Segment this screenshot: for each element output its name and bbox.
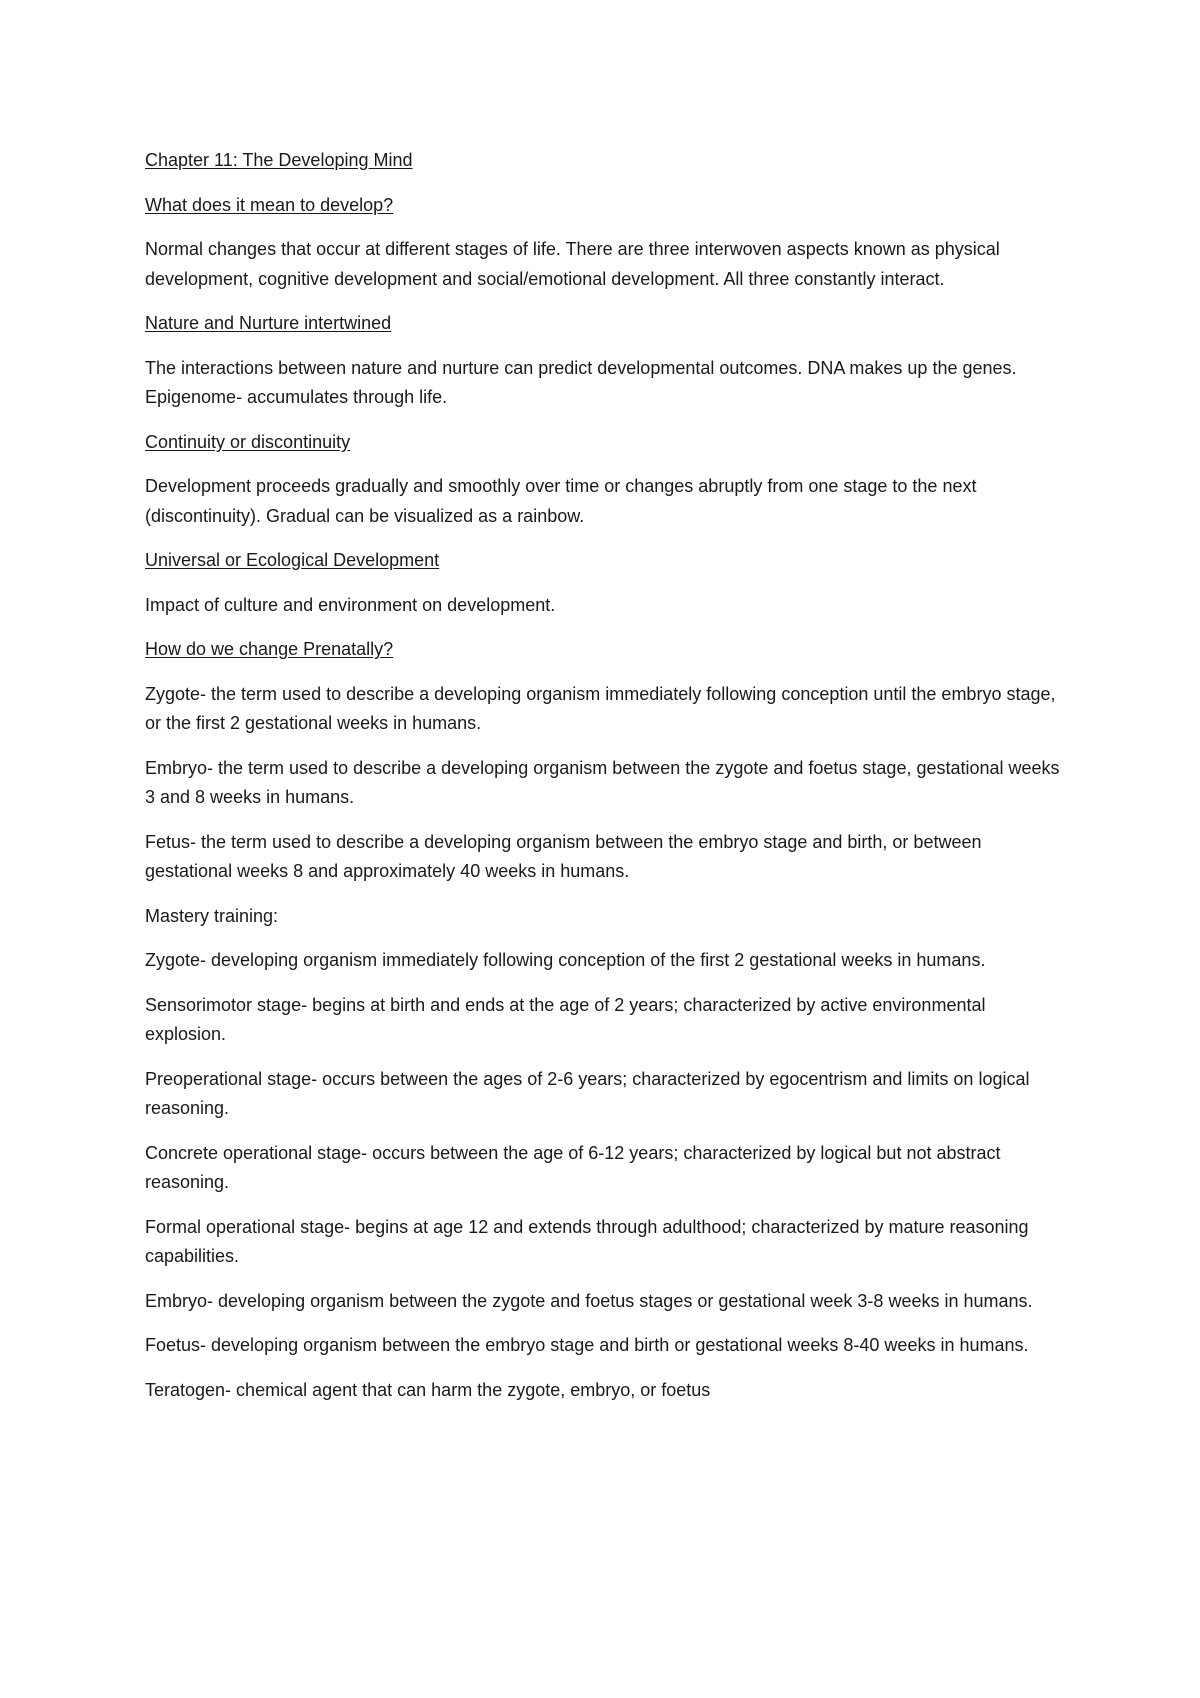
paragraph: Fetus- the term used to describe a developing organism between the embryo stage and birth, or between gestational weeks 8 and approximately 40 weeks in humans.: [145, 831, 982, 881]
paragraph: Normal changes that occur at different stages of life. There are three interwoven aspects known as physical development, cognitive development and social/emotional development. All three constantly interact.: [145, 239, 1000, 289]
paragraph: Zygote- the term used to describe a developing organism immediately following conception until the embryo stage, or the first 2 gestational weeks in humans.: [145, 683, 1056, 733]
paragraph: Formal operational stage- begins at age 12 and extends through adulthood; characterized by mature reasoning capabilities.: [145, 1216, 1029, 1266]
paragraph: Teratogen- chemical agent that can harm the zygote, embryo, or foetus: [145, 1379, 711, 1400]
paragraph: Mastery training:: [145, 905, 279, 926]
section-heading: Universal or Ecological Development: [145, 550, 440, 570]
paragraph: Preoperational stage- occurs between the ages of 2-6 years; characterized by egocentrism and limits on logical reasoning.: [145, 1068, 1030, 1118]
document-title: Chapter 11: The Developing Mind: [145, 150, 413, 170]
paragraph: Foetus- developing organism between the embryo stage and birth or gestational weeks 8-40 weeks in humans.: [145, 1335, 1029, 1355]
section-heading: Continuity or discontinuity: [145, 431, 351, 452]
paragraph: Zygote- developing organism immediately following conception of the first 2 gestational weeks in humans.: [145, 950, 986, 970]
section-heading: What does it mean to develop?: [145, 194, 394, 215]
section-heading: Nature and Nurture intertwined: [145, 313, 392, 333]
paragraph: The interactions between nature and nurture can predict developmental outcomes. DNA makes up the genes. Epigenome- accumulates through life.: [145, 357, 1017, 407]
paragraph: Embryo- developing organism between the zygote and foetus stages or gestational week 3-8 weeks in humans.: [145, 1290, 1033, 1311]
document-body: [145, 146, 1065, 1420]
paragraph: Development proceeds gradually and smoothly over time or changes abruptly from one stage to the next (discontinuity). Gradual can be visualized as a rainbow.: [145, 476, 977, 526]
section-heading: How do we change Prenatally?: [145, 639, 394, 659]
paragraph: Sensorimotor stage- begins at birth and ends at the age of 2 years; characterized by active environmental explosion.: [145, 994, 986, 1044]
paragraph: Concrete operational stage- occurs between the age of 6-12 years; characterized by logical but not abstract reasoning.: [145, 1142, 1001, 1192]
paragraph: Impact of culture and environment on development.: [145, 594, 556, 615]
paragraph: Embryo- the term used to describe a developing organism between the zygote and foetus stage, gestational weeks 3 and 8 weeks in humans.: [145, 757, 1060, 807]
